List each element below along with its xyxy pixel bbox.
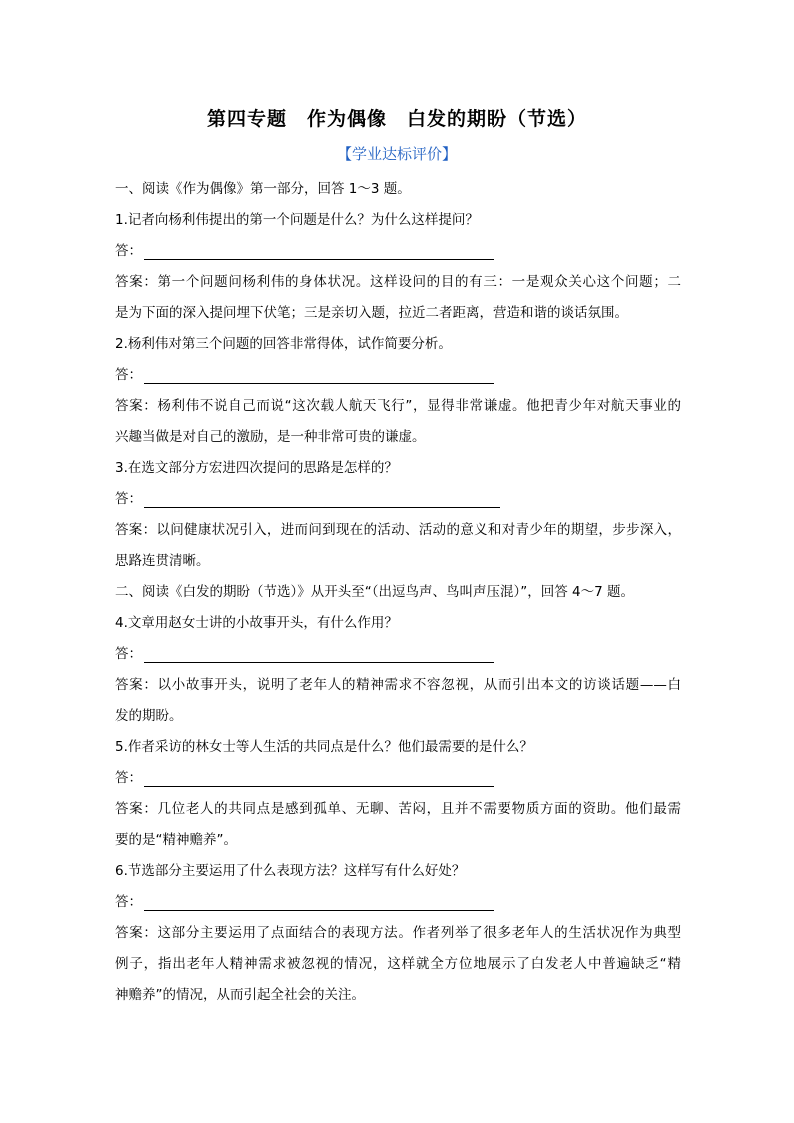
answer-blank-line (115, 236, 681, 267)
answer-prompt-label: 答： (115, 491, 142, 507)
page-title: 第四专题 作为偶像 白发的期盼（节选） (206, 108, 587, 130)
answer-text-line: 答案：几位老人的共同点是感到孤单、无聊、苦闷，且并不需要物质方面的资助。他们最需 (115, 801, 681, 817)
answer-text-line: 答案：第一个问题问杨利伟的身体状况。这样设问的目的有三：一是观众关心这个问题；二 (115, 274, 681, 290)
answer-blank-line (115, 484, 681, 515)
answer-text-line: 答案：杨利伟不说自己而说“这次载人航天飞行”，显得非常谦虚。他把青少年对航天事业的 (115, 398, 681, 414)
text-line: 是为下面的深入提问埋下伏笔；三是亲切入题，拉近二者距离，营造和谐的谈话氛围。 (115, 305, 628, 321)
answer-underline[interactable] (144, 770, 494, 787)
answer-underline[interactable] (144, 367, 494, 384)
answer-prompt-label: 答： (115, 894, 142, 910)
answer-prompt-label: 答： (115, 243, 142, 259)
answer-underline[interactable] (144, 894, 494, 911)
answer-prompt-label: 答： (115, 646, 142, 662)
answer-text-line: 答案：以小故事开头，说明了老年人的精神需求不容忽视，从而引出本文的访谈话题——白 (115, 677, 681, 693)
text-line: 6.节选部分主要运用了什么表现方法？这样写有什么好处？ (115, 863, 466, 879)
answer-blank-line (115, 763, 681, 794)
answer-prompt-label: 答： (115, 367, 142, 383)
text-line: 要的是“精神赡养”。 (115, 832, 237, 848)
text-line: 2.杨利伟对第三个问题的回答非常得体，试作简要分析。 (115, 336, 452, 352)
text-line: 发的期盼。 (115, 708, 183, 724)
text-line: 神赡养”的情况，从而引起全社会的关注。 (115, 987, 365, 1003)
document-body (115, 174, 681, 1011)
text-line: 一、阅读《作为偶像》第一部分，回答 1～3 题。 (115, 181, 411, 197)
text-line: 兴趣当做是对自己的激励，是一种非常可贵的谦虚。 (115, 429, 426, 445)
answer-underline[interactable] (144, 243, 494, 260)
answer-underline[interactable] (144, 491, 500, 508)
text-line: 3.在选文部分方宏进四次提问的思路是怎样的？ (115, 460, 398, 476)
answer-text-line: 答案：这部分主要运用了点面结合的表现方法。作者列举了很多老年人的生活状况作为典型 (115, 925, 681, 941)
answer-blank-line (115, 887, 681, 918)
answer-blank-line (115, 639, 681, 670)
text-line: 例子，指出老年人精神需求被忽视的情况，这样就全方位地展示了白发老人中普遍缺乏“精 (115, 956, 681, 972)
text-line: 4.文章用赵女士讲的小故事开头，有什么作用？ (115, 615, 398, 631)
text-line: 思路连贯清晰。 (115, 553, 210, 569)
answer-underline[interactable] (144, 646, 494, 663)
text-line: 二、阅读《白发的期盼（节选）》从开头至“（出逗鸟声、鸟叫声压混）”，回答 4～7 题。 (115, 584, 634, 600)
answer-text-line: 答案：以问健康状况引入，进而问到现在的活动、活动的意义和对青少年的期望，步步深入， (115, 522, 681, 538)
answer-blank-line (115, 360, 681, 391)
answer-prompt-label: 答： (115, 770, 142, 786)
section-subtitle: 【学业达标评价】 (336, 145, 457, 163)
text-line: 1.记者向杨利伟提出的第一个问题是什么？为什么这样提问？ (115, 212, 479, 228)
text-line: 5.作者采访的林女士等人生活的共同点是什么？他们最需要的是什么？ (115, 739, 533, 755)
